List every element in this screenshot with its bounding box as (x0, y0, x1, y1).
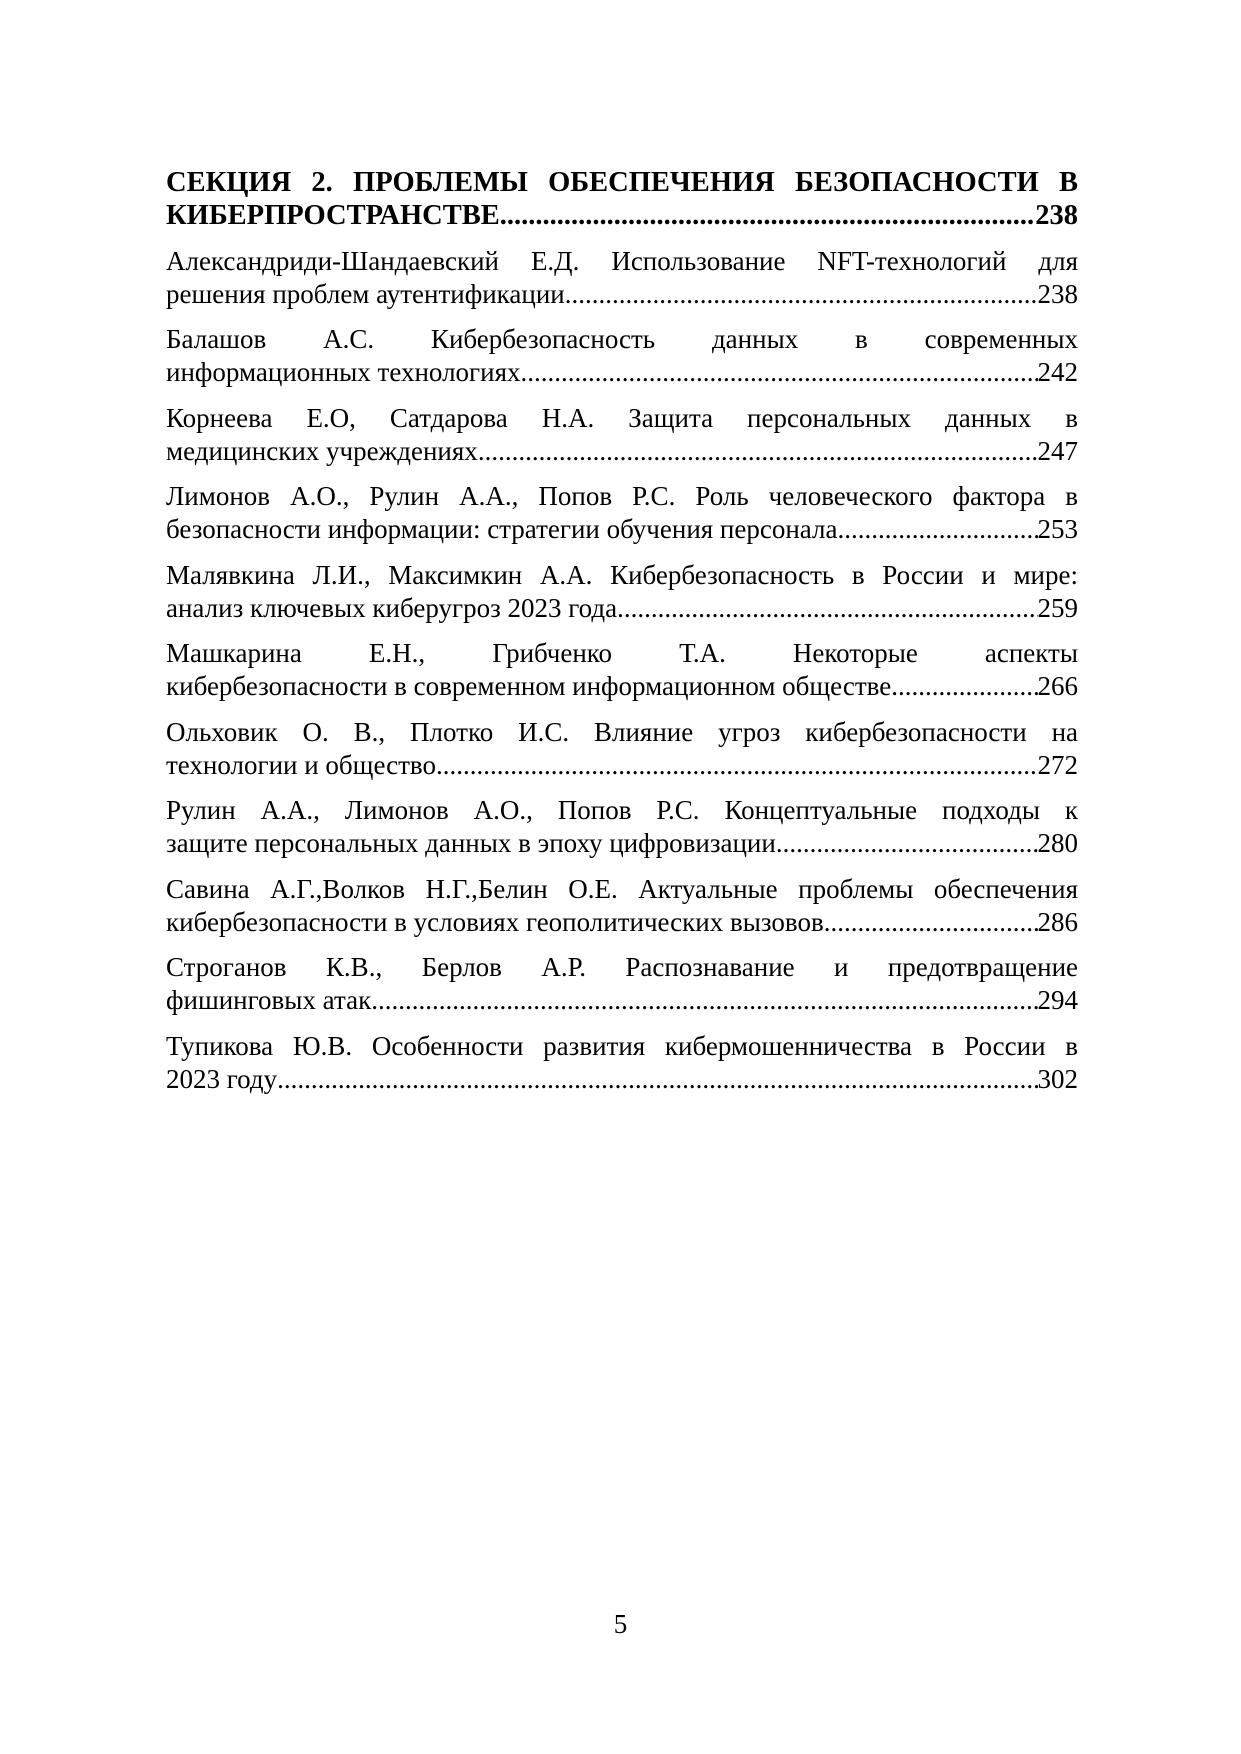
dot-leader (824, 906, 1038, 939)
entry-page-number: 302 (1037, 1063, 1078, 1094)
entry-page-number: 286 (1037, 906, 1078, 937)
toc-entry[interactable] (166, 1030, 1078, 1096)
entry-line-2 (166, 749, 1078, 782)
entry-line-2 (166, 278, 1078, 311)
entry-page-number: 253 (1037, 514, 1078, 544)
entry-line-2 (166, 984, 1078, 1017)
entry-line-2 (166, 827, 1078, 860)
entry-page-number: 247 (1037, 435, 1078, 466)
toc-entry[interactable] (166, 402, 1078, 468)
section-heading[interactable] (166, 166, 1078, 232)
dot-leader (617, 592, 1037, 625)
entry-line-1: Ольховик О. В., Плотко И.С. Влияние угроз кибербезопасности на (166, 716, 1078, 747)
entry-line-1: Балашов А.С. Кибербезопасность данных в современных (166, 324, 1078, 354)
entry-line-2 (166, 670, 1078, 703)
entry-title-end: кибербезопасности в условиях геополитических вызовов (166, 906, 824, 937)
entry-title-end: фишинговых атак (166, 985, 372, 1015)
entry-line-1: Савина А.Г.,Волков Н.Г.,Белин О.Е. Актуальные проблемы обеспечения (166, 873, 1078, 904)
entry-line-2 (166, 513, 1078, 546)
dot-leader (776, 827, 1038, 860)
entry-title-end: информационных технологиях (166, 357, 521, 387)
entry-line-1: Машкарина Е.Н., Грибченко Т.А. Некоторые аспекты (166, 638, 1078, 668)
entry-page-number: 272 (1037, 749, 1078, 780)
entry-line-1: Рулин А.А., Лимонов А.О., Попов Р.С. Концептуальные подходы к (166, 795, 1078, 825)
entry-page-number: 294 (1037, 985, 1078, 1015)
section-page-number: 238 (1035, 200, 1078, 231)
dot-leader (837, 513, 1037, 546)
dot-leader (436, 749, 1038, 782)
section-title-line-1: СЕКЦИЯ 2. ПРОБЛЕМЫ ОБЕСПЕЧЕНИЯ БЕЗОПАСНОСТИ В (166, 167, 1078, 198)
entry-page-number: 242 (1037, 357, 1078, 387)
entry-line-1: Александриди-Шандаевский Е.Д. Использование NFT-технологий для (166, 245, 1078, 276)
entry-title-end: анализ ключевых киберугроз 2023 года (166, 592, 618, 623)
toc-entry[interactable] (166, 637, 1078, 703)
toc-entry[interactable] (166, 480, 1078, 546)
section-title-text: КИБЕРПРОСТРАНСТВЕ (166, 200, 500, 231)
dot-leader (891, 670, 1037, 703)
entry-page-number: 238 (1037, 278, 1078, 309)
entry-title-end: 2023 году (166, 1063, 278, 1094)
entry-page-number: 280 (1037, 828, 1078, 858)
entry-line-1: Лимонов А.О., Рулин А.А., Попов Р.С. Роль человеческого фактора в (166, 481, 1078, 511)
toc-entry[interactable] (166, 245, 1078, 311)
dot-leader (565, 278, 1038, 311)
table-of-contents (166, 166, 1078, 1096)
entry-line-1: Малявкина Л.И., Максимкин А.А. Кибербезопасность в России и мире: (166, 559, 1078, 590)
dot-leader (277, 1063, 1037, 1096)
entry-title-end: решения проблем аутентификации (166, 278, 565, 309)
dot-leader (478, 435, 1038, 468)
dot-leader (521, 356, 1038, 389)
toc-entry[interactable] (166, 323, 1078, 389)
toc-entry[interactable] (166, 873, 1078, 939)
entry-line-2 (166, 1063, 1078, 1096)
entry-title-end: кибербезопасности в современном информационном обществе (166, 671, 892, 701)
entry-line-2 (166, 592, 1078, 625)
entry-line-1: Строганов К.В., Берлов А.Р. Распознавание и предотвращение (166, 952, 1078, 982)
entry-page-number: 266 (1037, 671, 1078, 701)
toc-entry[interactable] (166, 716, 1078, 782)
entry-line-2 (166, 906, 1078, 939)
entry-title-end: защите персональных данных в эпоху цифровизации (166, 828, 776, 858)
entry-line-2 (166, 435, 1078, 468)
dot-leader (371, 984, 1037, 1017)
entry-line-1: Корнеева Е.О, Сатдарова Н.А. Защита персональных данных в (166, 402, 1078, 433)
entry-line-2 (166, 356, 1078, 389)
entry-title-end: технологии и общество (166, 749, 436, 780)
dot-leader (500, 199, 1036, 232)
entry-line-1: Тупикова Ю.В. Особенности развития кибермошенничества в России в (166, 1030, 1078, 1061)
section-title-line-2 (166, 199, 1078, 232)
entry-title-end: медицинских учреждениях (166, 435, 478, 466)
toc-entry[interactable] (166, 559, 1078, 625)
page-number: 5 (613, 1609, 628, 1639)
toc-entry[interactable] (166, 951, 1078, 1017)
toc-entry[interactable] (166, 794, 1078, 860)
entry-title-end: безопасности информации: стратегии обучения персонала (166, 514, 838, 544)
entry-page-number: 259 (1037, 592, 1078, 623)
